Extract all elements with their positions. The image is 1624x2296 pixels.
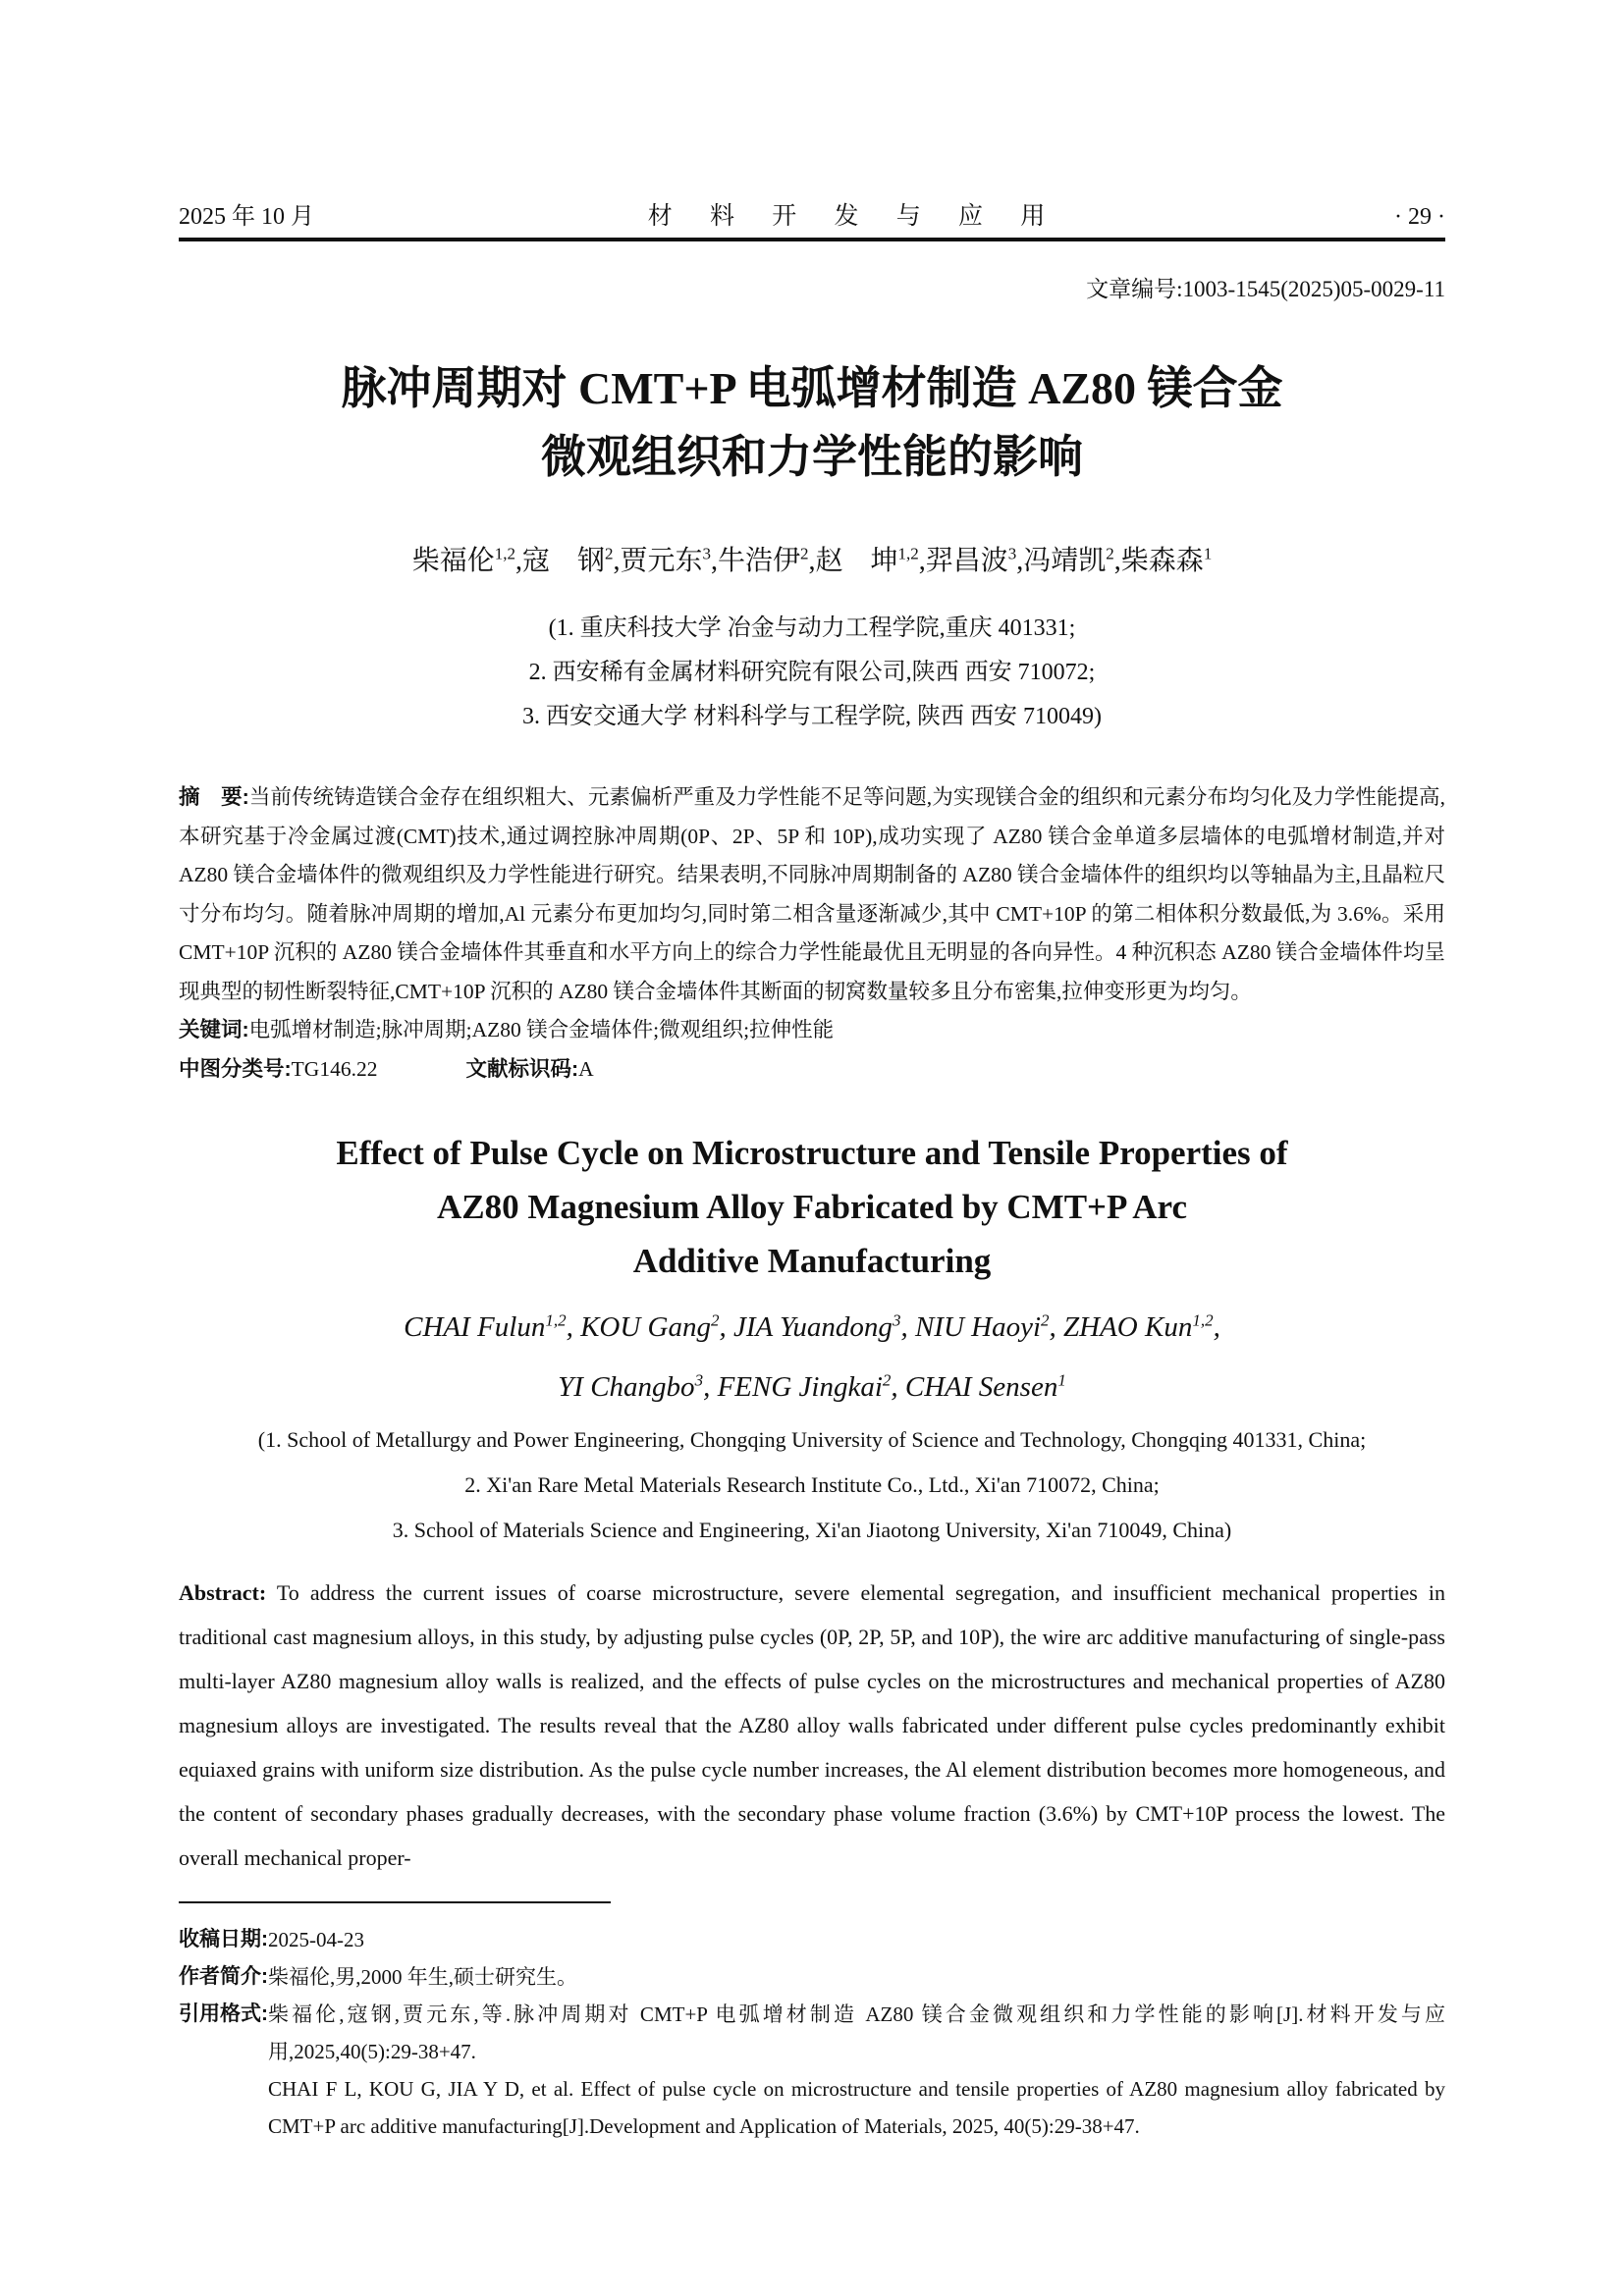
doc-code-value: A [578, 1056, 594, 1081]
author-sup: 2 [1106, 545, 1114, 563]
author-sup: 1,2 [545, 1310, 567, 1330]
author-name: 冯靖凯 [1023, 546, 1107, 577]
clc-value: TG146.22 [291, 1056, 378, 1081]
header-divider [179, 238, 1445, 241]
author-bio-row [179, 1958, 1445, 1996]
author-name: CHAI Fulun [404, 1310, 546, 1343]
title-en-line1: Effect of Pulse Cycle on Microstructure and Tensile Properties of [336, 1134, 1288, 1173]
title-en-line2: AZ80 Magnesium Alloy Fabricated by CMT+P Arc [436, 1188, 1187, 1227]
title-chinese [179, 354, 1445, 492]
author-sep: , [808, 546, 816, 577]
author-name: 贾元东 [620, 546, 703, 577]
author-sep: , [1016, 546, 1024, 577]
authors-en-row1 [179, 1294, 1445, 1354]
author-sup: 2 [800, 545, 809, 563]
abstract-english [179, 1571, 1445, 1880]
affiliation-cn-3: 3. 西安交通大学 材料科学与工程学院, 陕西 西安 710049) [522, 704, 1102, 730]
author-sep: , [719, 1310, 733, 1343]
keywords-label: 关键词: [179, 1018, 249, 1042]
author-sup: 3 [694, 1369, 704, 1389]
author-en [733, 1311, 915, 1343]
author-sup: 3 [1007, 545, 1017, 563]
title-cn-line1: 脉冲周期对 CMT+P 电弧增材制造 AZ80 镁合金 [341, 363, 1283, 413]
bio-value: 柴福伦,男,2000 年生,硕士研究生。 [268, 1964, 577, 1989]
author-sup: 1,2 [494, 545, 515, 563]
author-name: NIU Haoyi [914, 1310, 1042, 1343]
author-en [718, 1371, 905, 1403]
abstract-cn-label: 摘 要: [179, 785, 249, 810]
abstract-chinese [179, 778, 1445, 1011]
affiliation-cn-2: 2. 西安稀有金属材料研究院有限公司,陕西 西安 710072; [528, 660, 1096, 686]
author-name: ZHAO Kun [1063, 1310, 1193, 1343]
clc-label: 中图分类号: [179, 1056, 292, 1081]
keywords-chinese [179, 1011, 1445, 1050]
bio-label: 作者简介: [179, 1964, 268, 1988]
author-cn [620, 546, 718, 576]
classification-line [179, 1050, 1445, 1090]
author-sep: , [1213, 1310, 1220, 1343]
received-value: 2025-04-23 [268, 1927, 364, 1951]
affiliation-en-1: (1. School of Metallurgy and Power Engineering, Chongqing University of Science and Technology, Chongqing 401331, China; [257, 1426, 1367, 1452]
author-cn [816, 546, 926, 576]
author-name: CHAI Sensen [904, 1370, 1058, 1403]
authors-chinese [179, 535, 1445, 581]
doc-code-label: 文献标识码: [465, 1056, 579, 1081]
author-name: FENG Jingkai [717, 1370, 883, 1403]
author-name: 赵 坤 [815, 546, 898, 577]
author-sep: , [566, 1310, 581, 1343]
author-sup: 1,2 [897, 545, 919, 563]
citation-english: CHAI F L, KOU G, JIA Y D, et al. Effect of pulse cycle on microstructure and tensile properties of AZ80 magnesium alloy fabricated by CMT+P arc additive manufacturing[J].Development and Application of Materials, 2025, 40(5):29-38+47. [268, 2076, 1445, 2138]
author-name: 柴森森 [1120, 546, 1204, 577]
author-sep: , [514, 546, 522, 577]
author-en [905, 1371, 1066, 1403]
journal-title: 材 料 开 发 与 应 用 [647, 203, 1061, 230]
author-en [558, 1371, 717, 1403]
received-label: 收稿日期: [179, 1927, 268, 1950]
author-sep: , [703, 1370, 718, 1403]
author-sup: 3 [702, 545, 711, 563]
affiliation-en-2: 2. Xi'an Rare Metal Materials Research Institute Co., Ltd., Xi'an 710072, China; [464, 1471, 1160, 1497]
keywords-text: 电弧增材制造;脉冲周期;AZ80 镁合金墙体件;微观组织;拉伸性能 [248, 1018, 835, 1042]
footnotes [179, 1921, 1445, 2145]
author-en [915, 1311, 1063, 1343]
page-header [179, 196, 1445, 230]
author-sup: 2 [711, 1310, 720, 1330]
author-name: YI Changbo [558, 1370, 695, 1403]
author-en [1063, 1311, 1220, 1343]
page-content [179, 196, 1445, 2145]
author-sep: , [613, 546, 621, 577]
author-cn [718, 546, 816, 576]
affiliations-english [179, 1417, 1445, 1553]
title-en-line3: Additive Manufacturing [632, 1242, 992, 1281]
affiliations-chinese [179, 607, 1445, 739]
author-sep: , [891, 1370, 905, 1403]
author-name: 柴福伦 [411, 546, 495, 577]
abstract-en-label: Abstract: [179, 1579, 267, 1605]
author-name: KOU Gang [580, 1310, 711, 1343]
author-cn [926, 546, 1024, 576]
authors-english [179, 1294, 1445, 1413]
author-cn [412, 546, 522, 576]
author-cn [522, 546, 621, 576]
author-sup: 2 [1041, 1310, 1050, 1330]
author-cn [1121, 546, 1213, 576]
author-name: JIA Yuandong [733, 1310, 893, 1343]
author-sep: , [1113, 546, 1121, 577]
author-sup: 3 [892, 1310, 901, 1330]
author-name: 寇 钢 [521, 546, 605, 577]
author-en [580, 1311, 733, 1343]
citation-chinese: 柴福伦,寇钢,贾元东,等.脉冲周期对 CMT+P 电弧增材制造 AZ80 镁合金微观组织和力学性能的影响[J].材料开发与应用,2025,40(5):29-38+47. [268, 2002, 1445, 2063]
author-name: 牛浩伊 [717, 546, 800, 577]
author-sep: , [918, 546, 926, 577]
author-name: 羿昌波 [925, 546, 1008, 577]
citation-body [268, 1996, 1445, 2145]
title-cn-line2: 微观组织和力学性能的影响 [541, 432, 1083, 482]
abstract-cn-text: 当前传统铸造镁合金存在组织粗大、元素偏析严重及力学性能不足等问题,为实现镁合金的组织和元素分布均匀化及力学性能提高,本研究基于冷金属过渡(CMT)技术,通过调控脉冲周期(0P、2P、5P 和 10P),成功实现了 AZ80 镁合金单道多层墙体的电弧增材制造,并对 AZ80 镁合金墙体件的微观组织及力学性能进行研究。结果表明,不同脉冲周期制备的 AZ80 镁合金墙体件的组织均以等轴晶为主,且晶粒尺寸分布均匀。随着脉冲周期的增加,Al 元素分布更加均匀,同时第二相含量逐渐减少,其中 CMT+10P 的第二相体积分数最低,为 3.6%。采用 CMT+10P 沉积的 AZ80 镁合金墙体件其垂直和水平方向上的综合力学性能最优且无明显的各向异性。4 种沉积态 AZ80 镁合金墙体件均呈现典型的韧性断裂特征,CMT+10P 沉积的 AZ80 镁合金墙体件其断面的韧窝数量较多且分布密集,拉伸变形更为均匀。 [179, 785, 1445, 1003]
author-sup: 2 [882, 1369, 892, 1389]
affiliation-en-3: 3. School of Materials Science and Engineering, Xi'an Jiaotong University, Xi'an 710049, China) [392, 1517, 1232, 1542]
article-number: 文章编号:1003-1545(2025)05-0029-11 [1086, 277, 1445, 301]
citation-label: 引用格式: [179, 2002, 268, 2025]
citation-row [179, 1996, 1445, 2145]
author-sup: 2 [604, 545, 614, 563]
author-sup: 1,2 [1192, 1310, 1214, 1330]
authors-en-row2 [179, 1354, 1445, 1414]
page-number: · 29 · [1394, 204, 1445, 230]
author-sep: , [1049, 1310, 1064, 1343]
author-cn [1023, 546, 1121, 576]
issue-date: 2025 年 10 月 [179, 204, 314, 230]
affiliation-cn-1: (1. 重庆科技大学 冶金与动力工程学院,重庆 401331; [548, 615, 1076, 642]
title-english [179, 1126, 1445, 1288]
received-date-row [179, 1921, 1445, 1958]
author-sup: 1 [1203, 545, 1213, 563]
author-sep: , [900, 1310, 915, 1343]
abstract-en-text: To address the current issues of coarse microstructure, severe elemental segregation, and insufficient mechanical properties in traditional cast magnesium alloys, in this study, by adjusting pulse cycles (0P, 2P, 5P, and 10P), the wire arc additive manufacturing of single-pass multi-layer AZ80 magnesium alloy walls is realized, and the effects of pulse cycles on the microstructures and mechanical properties of AZ80 magnesium alloys are investigated. The results reveal that the AZ80 alloy walls fabricated under different pulse cycles predominantly exhibit equiaxed grains with uniform size distribution. As the pulse cycle number increases, the Al element distribution becomes more homogeneous, and the content of secondary phases gradually decreases, with the secondary phase volume fraction (3.6%) by CMT+10P process the lowest. The overall mechanical proper- [179, 1579, 1445, 1870]
author-sup: 1 [1057, 1369, 1066, 1389]
author-en [404, 1311, 580, 1343]
author-sep: , [710, 546, 718, 577]
footnote-divider [179, 1901, 611, 1903]
